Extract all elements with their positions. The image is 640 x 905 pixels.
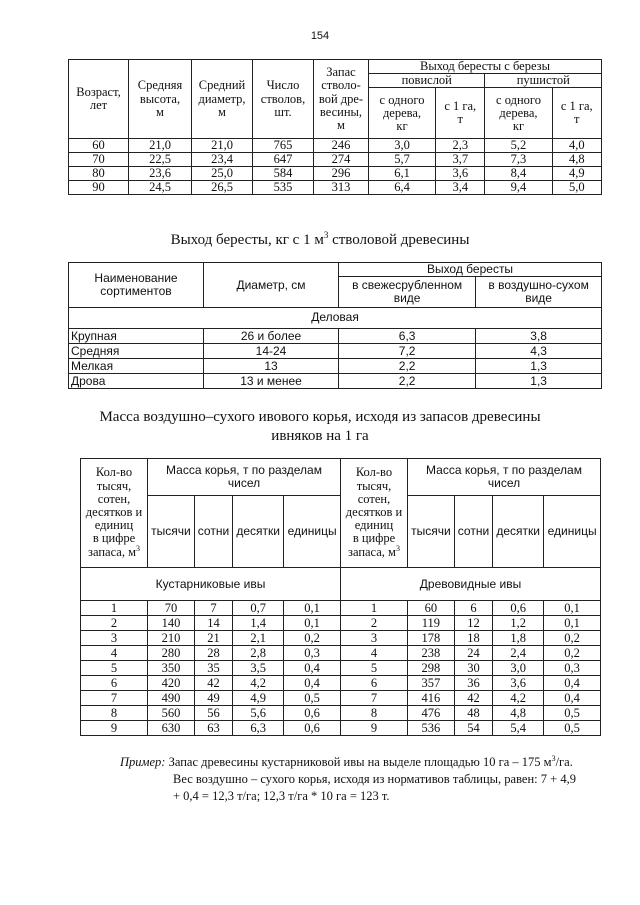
table-cell: 2,1 <box>233 631 284 646</box>
table-cell: 140 <box>148 616 195 631</box>
table-row: Дрова 13 и менее 2,2 1,3 <box>69 373 602 388</box>
table-cell: 3,0 <box>493 661 544 676</box>
header-units: единицы <box>284 496 341 568</box>
table-row: Мелкая 13 2,2 1,3 <box>69 358 602 373</box>
table-cell: 0,6 <box>493 601 544 616</box>
section-tree-willows: Древовидные ивы <box>340 568 600 601</box>
willow-bark-mass-table <box>80 458 601 736</box>
page-number: 154 <box>310 30 330 42</box>
header-thousands: тысячи <box>407 496 454 568</box>
table-cell: 630 <box>148 721 195 736</box>
table-cell: 280 <box>148 646 195 661</box>
table-row <box>81 661 601 676</box>
table-row <box>81 676 601 691</box>
table-cell: 24 <box>454 646 492 661</box>
table-cell: 536 <box>407 721 454 736</box>
table-row <box>81 691 601 706</box>
table-cell: 0,7 <box>233 601 284 616</box>
table-cell: 5 <box>81 661 148 676</box>
table-cell: 0,4 <box>284 661 341 676</box>
header-fresh: в свежесрубленном виде <box>339 276 476 307</box>
table-cell: 5 <box>340 661 407 676</box>
table-cell: 3,5 <box>233 661 284 676</box>
table3-title: Масса воздушно–сухого ивового корья, исходя из запасов древесины ивняков на 1 га <box>99 409 541 444</box>
example-note: Пример: Запас древесины кустарниковой ивы на выделе площадью 10 га – 175 $м^3/га$. Вес воздушно – сухого корья, исходя из нормативов таблицы, равен: 7 + 4,9 + 0,4 = 12,3 т/га; 12,3 т/га * 10 га = 123 т. <box>120 754 576 804</box>
table2-title: Выход бересты, кг с 1 $м^3$ стволовой древесины <box>170 230 470 248</box>
table-cell: 4,2 <box>493 691 544 706</box>
header-count: Число стволов, шт. <box>253 60 314 139</box>
table-cell: 0,1 <box>544 601 601 616</box>
table-cell: 490 <box>148 691 195 706</box>
table-cell: 0,4 <box>544 676 601 691</box>
table-cell: 0,1 <box>544 616 601 631</box>
table-cell: 1 <box>340 601 407 616</box>
header-yield-group: Выход бересты <box>339 263 602 277</box>
table-cell: 0,2 <box>544 646 601 661</box>
table-cell: 21 <box>194 631 232 646</box>
table-cell: 9 <box>81 721 148 736</box>
table-row <box>81 721 601 736</box>
table-cell: 8 <box>81 706 148 721</box>
table-row: Средняя 14-24 7,2 4,3 <box>69 343 602 358</box>
table-cell: 14 <box>194 616 232 631</box>
table-row <box>81 616 601 631</box>
header-mass-group-right: Масса корья, т по разделам чисел <box>407 459 600 496</box>
header-hundreds: сотни <box>194 496 232 568</box>
table-cell: 4 <box>81 646 148 661</box>
table-cell: 12 <box>454 616 492 631</box>
table-cell: 1,8 <box>493 631 544 646</box>
table-cell: 7 <box>81 691 148 706</box>
table-row: 60 21,0 21,0 765 246 3,0 2,3 5,2 4,0 <box>69 139 602 153</box>
table-row: 70 22,5 23,4 647 274 5,7 3,7 7,3 4,8 <box>69 153 602 167</box>
table-cell: 178 <box>407 631 454 646</box>
table-cell: 210 <box>148 631 195 646</box>
header-stock: Запас стволо- вой дре- весины, м <box>314 60 369 139</box>
table-cell: 42 <box>454 691 492 706</box>
header-assortment: Наименование сортиментов <box>69 263 204 308</box>
header-diameter: Диаметр, см <box>204 263 339 308</box>
header-count-left: Кол-во тысяч, сотен, десятков и единиц в цифре запаса, $м^3$ <box>81 459 148 568</box>
header-mass-group-left: Масса корья, т по разделам чисел <box>148 459 341 496</box>
table-cell: 0,5 <box>284 691 341 706</box>
table-cell: 416 <box>407 691 454 706</box>
table-cell: 2 <box>81 616 148 631</box>
table-row: 80 23,6 25,0 584 296 6,1 3,6 8,4 4,9 <box>69 167 602 181</box>
table-cell: 4,2 <box>233 676 284 691</box>
table-cell: 2,4 <box>493 646 544 661</box>
table-cell: 0,4 <box>544 691 601 706</box>
header-hundreds: сотни <box>454 496 492 568</box>
table-row: 90 24,5 26,5 535 313 6,4 3,4 9,4 5,0 <box>69 181 602 195</box>
table-cell: 0,1 <box>284 601 341 616</box>
example-label: Пример: <box>120 755 166 770</box>
table-cell: 1 <box>81 601 148 616</box>
table-row <box>81 646 601 661</box>
table-cell: 70 <box>148 601 195 616</box>
header-povislaya: повислой <box>369 74 485 88</box>
table-cell: 36 <box>454 676 492 691</box>
table-cell: 2,8 <box>233 646 284 661</box>
table-cell: 350 <box>148 661 195 676</box>
table-cell: 3,6 <box>493 676 544 691</box>
bark-yield-by-assortment-table <box>68 262 602 389</box>
table-cell: 4,9 <box>233 691 284 706</box>
table-cell: 8 <box>340 706 407 721</box>
table-cell: 0,2 <box>544 631 601 646</box>
header-per-ha: с 1 га, т <box>436 88 485 139</box>
table-cell: 0,6 <box>284 706 341 721</box>
header-dry: в воздушно-сухом виде <box>476 276 602 307</box>
table-cell: 28 <box>194 646 232 661</box>
table-cell: 7 <box>194 601 232 616</box>
table-cell: 5,6 <box>233 706 284 721</box>
table-cell: 0,3 <box>284 646 341 661</box>
header-thousands: тысячи <box>148 496 195 568</box>
header-per-tree: с одного дерева, кг <box>369 88 436 139</box>
table-cell: 42 <box>194 676 232 691</box>
table-cell: 0,3 <box>544 661 601 676</box>
table-cell: 7 <box>340 691 407 706</box>
table-cell: 476 <box>407 706 454 721</box>
table-cell: 6 <box>81 676 148 691</box>
table-cell: 1,2 <box>493 616 544 631</box>
table-cell: 0,6 <box>284 721 341 736</box>
header-per-tree: с одного дерева, кг <box>485 88 552 139</box>
table-cell: 0,5 <box>544 706 601 721</box>
header-per-ha: с 1 га, т <box>552 88 602 139</box>
table-cell: 4,8 <box>493 706 544 721</box>
table-row <box>81 631 601 646</box>
table-cell: 6 <box>340 676 407 691</box>
table-cell: 6,3 <box>233 721 284 736</box>
table-cell: 2 <box>340 616 407 631</box>
header-diameter: Средний диаметр, м <box>192 60 253 139</box>
table-cell: 56 <box>194 706 232 721</box>
header-count-right: Кол-во тысяч, сотен, десятков и единиц в цифре запаса, $м^3$ <box>340 459 407 568</box>
table-cell: 30 <box>454 661 492 676</box>
table-cell: 35 <box>194 661 232 676</box>
table-row <box>81 601 601 616</box>
table-cell: 18 <box>454 631 492 646</box>
table-row: Крупная 26 и более 6,3 3,8 <box>69 328 602 343</box>
table-cell: 48 <box>454 706 492 721</box>
table-cell: 1,4 <box>233 616 284 631</box>
header-units: единицы <box>544 496 601 568</box>
header-age: Возраст, лет <box>69 60 129 139</box>
section-delovaya: Деловая <box>69 307 602 328</box>
table-cell: 3 <box>81 631 148 646</box>
header-pushistaya: пушистой <box>485 74 602 88</box>
table-cell: 5,4 <box>493 721 544 736</box>
table-cell: 4 <box>340 646 407 661</box>
table-cell: 9 <box>340 721 407 736</box>
table-cell: 0,2 <box>284 631 341 646</box>
header-tens: десятки <box>493 496 544 568</box>
table-cell: 6 <box>454 601 492 616</box>
table-cell: 238 <box>407 646 454 661</box>
table-cell: 0,1 <box>284 616 341 631</box>
table-cell: 54 <box>454 721 492 736</box>
header-height: Средняя высота, м <box>129 60 192 139</box>
table-cell: 0,4 <box>284 676 341 691</box>
header-tens: десятки <box>233 496 284 568</box>
table-cell: 119 <box>407 616 454 631</box>
table-cell: 0,5 <box>544 721 601 736</box>
table-cell: 60 <box>407 601 454 616</box>
table-cell: 3 <box>340 631 407 646</box>
table-row <box>81 706 601 721</box>
table-cell: 298 <box>407 661 454 676</box>
table-cell: 63 <box>194 721 232 736</box>
table-cell: 560 <box>148 706 195 721</box>
table-cell: 420 <box>148 676 195 691</box>
birch-bark-yield-by-age-table <box>68 59 602 195</box>
header-yield-group: Выход бересты с березы <box>369 60 602 74</box>
section-shrub-willows: Кустарниковые ивы <box>81 568 341 601</box>
table-cell: 357 <box>407 676 454 691</box>
table-cell: 49 <box>194 691 232 706</box>
